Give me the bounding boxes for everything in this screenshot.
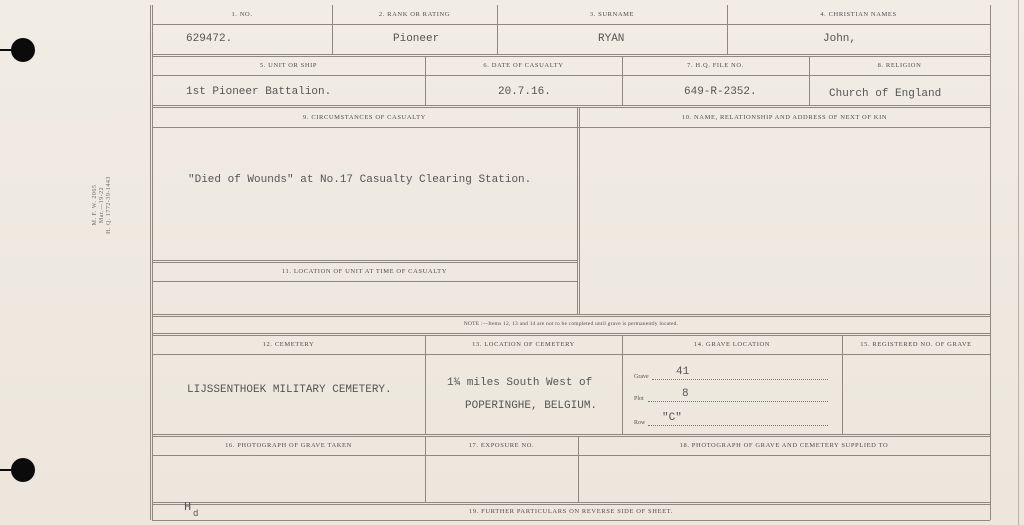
punch-hole-bottom — [11, 458, 35, 482]
plot-label: Plot — [634, 396, 644, 402]
grave-label: Grave — [634, 374, 649, 380]
header-location-cemetery: 13. LOCATION OF CEMETERY — [472, 341, 575, 348]
footer-mark: H — [184, 500, 192, 514]
grave-value: 41 — [676, 366, 690, 378]
cemetery-value: LIJSSENTHOEK MILITARY CEMETERY. — [187, 384, 392, 396]
header-further-particulars: 19. FURTHER PARTICULARS ON REVERSE SIDE OF SHEET. — [469, 508, 673, 515]
service-number: 629472. — [186, 33, 233, 45]
header-surname: 3. SURNAME — [589, 11, 635, 18]
row-label: Row — [634, 420, 646, 426]
header-cemetery: 12. CEMETERY — [262, 341, 315, 348]
header-rank: 2. RANK OR RATING — [378, 11, 451, 18]
plot-dotted-line — [648, 401, 828, 402]
circumstances-value: "Died of Wounds" at No.17 Casualty Clearing Station. — [188, 174, 532, 186]
surname-value: RYAN — [598, 33, 625, 45]
header-next-of-kin: 10. NAME, RELATIONSHIP AND ADDRESS OF NEXT OF KIN — [681, 114, 888, 121]
location-cemetery-line2: POPERINGHE, BELGIUM. — [465, 400, 598, 412]
punch-hole-top — [11, 38, 35, 62]
header-photo-supplied: 18. PHOTOGRAPH OF GRAVE AND CEMETERY SUPPLIED TO — [679, 442, 889, 449]
hq-file-value: 649-R-2352. — [684, 86, 757, 98]
row-value: "C" — [662, 412, 682, 424]
unit-value: 1st Pioneer Battalion. — [186, 86, 332, 98]
row-dotted-line — [648, 425, 828, 426]
header-date: 6. DATE OF CASUALTY — [483, 62, 564, 69]
form-number: M. F. W. 2065 Mar.—19-22 H. Q. 1772-39-1443 — [92, 176, 112, 234]
christian-names-value: John, — [823, 33, 857, 45]
date-value: 20.7.16. — [498, 86, 551, 98]
header-registered-no: 15. REGISTERED NO. OF GRAVE — [860, 341, 972, 348]
header-exposure: 17. EXPOSURE NO. — [468, 442, 535, 449]
plot-value: 8 — [682, 388, 689, 400]
note-text: NOTE :—Items 12, 13 and 14 are not to be completed until grave is permanently located. — [463, 321, 679, 327]
header-circumstances: 9. CIRCUMSTANCES OF CASUALTY — [303, 114, 426, 121]
religion-value: Church of England — [829, 88, 942, 100]
header-christian-names: 4. CHRISTIAN NAMES — [820, 11, 897, 18]
header-location-unit: 11. LOCATION OF UNIT AT TIME OF CASUALTY — [281, 268, 448, 275]
footer-mark-subscript: d — [193, 509, 199, 519]
location-cemetery-line1: 1¾ miles South West of — [447, 377, 593, 389]
header-unit: 5. UNIT OR SHIP — [259, 62, 318, 69]
grave-dotted-line — [652, 379, 828, 380]
header-no: 1. NO. — [231, 11, 253, 18]
header-grave-location: 14. GRAVE LOCATION — [693, 341, 771, 348]
header-religion: 8. RELIGION — [877, 62, 922, 69]
rank-value: Pioneer — [393, 33, 440, 45]
header-hq-file: 7. H.Q. FILE NO. — [687, 62, 744, 69]
header-photo-taken: 16. PHOTOGRAPH OF GRAVE TAKEN — [225, 442, 352, 449]
